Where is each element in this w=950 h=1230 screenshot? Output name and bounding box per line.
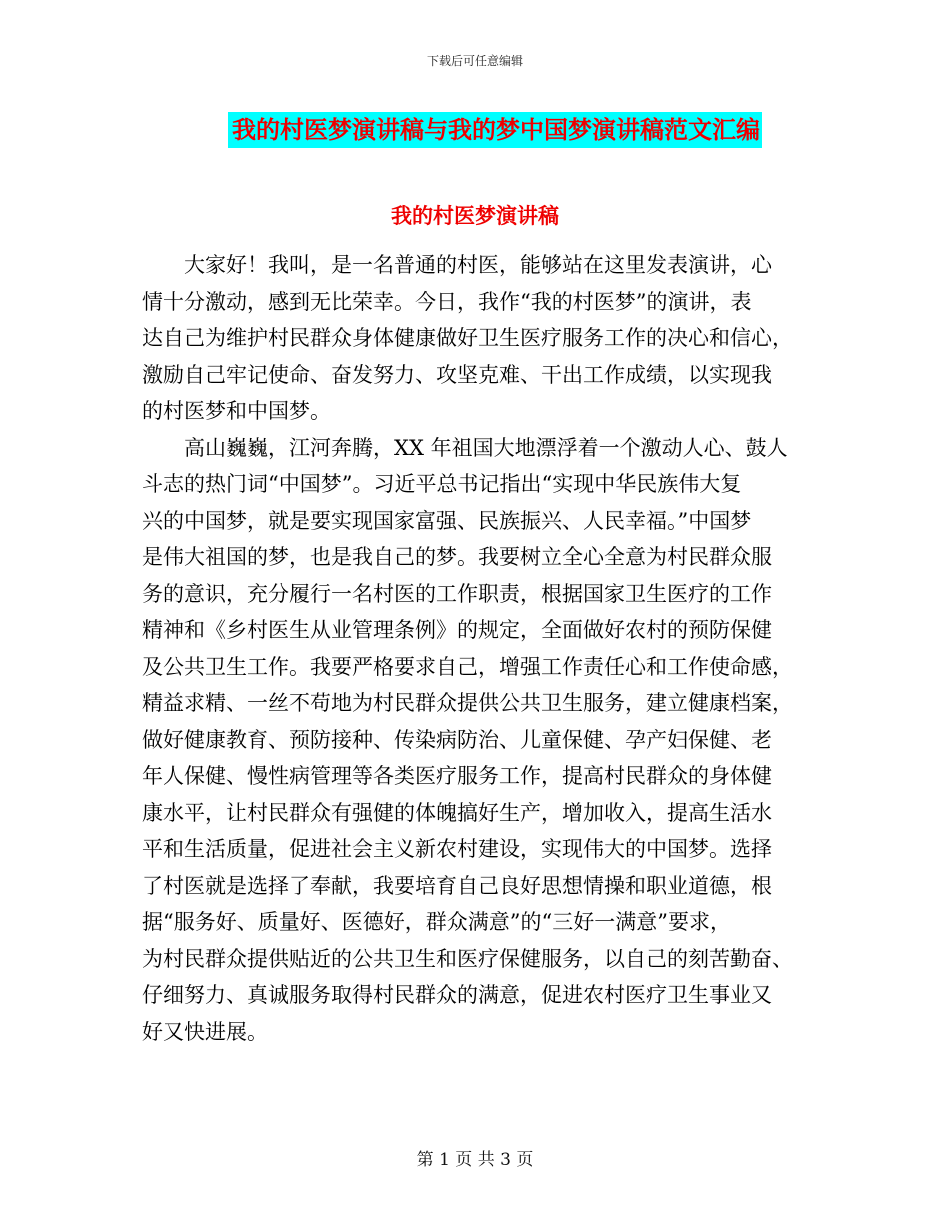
paragraph-line: 是伟大祖国的梦，也是我自己的梦。我要树立全心全意为村民群众服 xyxy=(142,545,772,569)
paragraph-line: 务的意识，充分履行一名村医的工作职责，根据国家卫生医疗的工作 xyxy=(142,581,772,606)
paragraph-line: 年人保健、慢性病管理等各类医疗服务工作，提高村民群众的身体健 xyxy=(142,764,772,788)
paragraph-line: 及公共卫生工作。我要严格要求自己，增强工作责任心和工作使命感， xyxy=(142,654,793,679)
paragraph-line: 了村医就是选择了奉献，我要培育自己良好思想情操和职业道德，根 xyxy=(142,873,772,898)
main-title-container xyxy=(0,112,950,148)
paragraph-2 xyxy=(142,430,792,1051)
paragraph-line: 斗志的热门词“中国梦”。习近平总书记指出“实现中华民族伟大复 xyxy=(142,472,742,496)
sub-title: 我的村医梦演讲稿 xyxy=(391,204,559,228)
paragraph-line: 精神和《乡村医生从业管理条例》的规定，全面做好农村的预防保健 xyxy=(142,618,772,642)
main-title: 我的村医梦演讲稿与我的梦中国梦演讲稿范文汇编 xyxy=(228,112,762,148)
paragraph-line: 激励自己牢记使命、奋发努力、攻坚克难、干出工作成绩，以实现我 xyxy=(142,362,772,387)
paragraph-line: 的村医梦和中国梦。 xyxy=(142,399,331,423)
paragraph-line: 好又快进展。 xyxy=(142,1019,268,1044)
paragraph-line: 平和生活质量，促进社会主义新农村建设，实现伟大的中国梦。选择 xyxy=(142,837,772,861)
body-text xyxy=(142,247,792,1050)
page-footer: 第 1 页 共 3 页 xyxy=(416,1150,534,1170)
paragraph-line: 兴的中国梦，就是要实现国家富强、民族振兴、人民幸福。”中国梦 xyxy=(142,508,752,533)
paragraph-line: 据“服务好、质量好、医德好，群众满意”的“三好一满意”要求， xyxy=(142,910,731,934)
paragraph-line: 情十分激动，感到无比荣幸。今日，我作“我的村医梦”的演讲，表 xyxy=(142,289,752,314)
header-note: 下载后可任意编辑 xyxy=(426,54,523,68)
paragraph-line: 精益求精、一丝不苟地为村民群众提供公共卫生服务，建立健康档案， xyxy=(142,691,793,715)
paragraph-line: 大家好！我叫，是一名普通的村医，能够站在这里发表演讲，心 xyxy=(184,253,772,277)
paragraph-line: 高山巍巍，江河奔腾，XX 年祖国大地漂浮着一个激动人心、鼓人 xyxy=(184,435,788,460)
paragraph-line: 达自己为维护村民群众身体健康做好卫生医疗服务工作的决心和信心， xyxy=(142,326,793,350)
paragraph-line: 仔细努力、真诚服务取得村民群众的满意，促进农村医疗卫生事业又 xyxy=(142,983,772,1007)
paragraph-line: 康水平，让村民群众有强健的体魄搞好生产，增加收入，提高生活水 xyxy=(142,800,772,825)
paragraph-line: 为村民群众提供贴近的公共卫生和医疗保健服务，以自己的刻苦勤奋、 xyxy=(142,946,793,971)
paragraph-line: 做好健康教育、预防接种、传染病防治、儿童保健、孕产妇保健、老 xyxy=(142,727,772,752)
paragraph-1 xyxy=(142,247,792,430)
